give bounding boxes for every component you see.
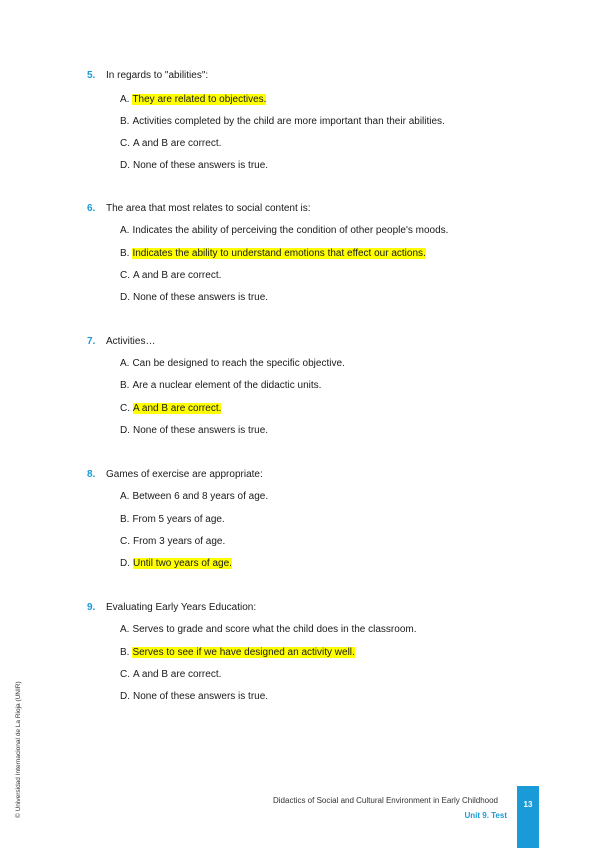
option-text-correct: They are related to objectives. (132, 94, 267, 105)
question-header (87, 601, 547, 615)
option-letter: B. (120, 647, 130, 658)
option-b (120, 115, 445, 129)
option-letter: C. (120, 669, 130, 680)
option-text: A and B are correct. (133, 669, 222, 680)
option-letter: C. (120, 138, 130, 149)
option-letter: A. (120, 624, 130, 635)
option-letter: A. (120, 358, 130, 369)
question-number: 8. (87, 469, 96, 480)
option-a (120, 490, 268, 504)
option-a (120, 224, 448, 238)
option-letter: B. (120, 248, 130, 259)
question-header (87, 202, 547, 216)
option-c (120, 668, 221, 682)
option-c (120, 535, 225, 549)
question-text: The area that most relates to social content is: (106, 203, 311, 214)
page-number: 13 (523, 800, 533, 809)
option-c (120, 402, 221, 416)
option-d (120, 159, 268, 173)
footer-unit-label: Unit 9. Test (464, 811, 507, 820)
option-b (120, 513, 225, 527)
question-number: 6. (87, 203, 96, 214)
option-c (120, 269, 221, 283)
option-letter: B. (120, 116, 130, 127)
option-b (120, 379, 321, 393)
option-text: From 3 years of age. (133, 536, 226, 547)
footer-course-title: Didactics of Social and Cultural Environment in Early Childhood (273, 796, 498, 805)
question-text: Games of exercise are appropriate: (106, 469, 263, 480)
option-text: None of these answers is true. (133, 425, 269, 436)
option-b (120, 646, 355, 660)
option-a (120, 93, 266, 107)
option-text: Between 6 and 8 years of age. (132, 491, 269, 502)
question-number: 9. (87, 602, 96, 613)
option-text: From 5 years of age. (132, 514, 225, 525)
question-text: Activities… (106, 336, 156, 347)
question-header (87, 468, 547, 482)
option-letter: D. (120, 160, 130, 171)
option-text: Are a nuclear element of the didactic units. (132, 380, 322, 391)
option-letter: C. (120, 536, 130, 547)
option-text-correct: Serves to see if we have designed an activity well. (132, 647, 355, 658)
question-number: 7. (87, 336, 96, 347)
option-d (120, 424, 268, 438)
question-text: Evaluating Early Years Education: (106, 602, 257, 613)
option-letter: A. (120, 491, 130, 502)
option-letter: C. (120, 403, 130, 414)
question-6 (87, 202, 547, 303)
option-letter: A. (120, 225, 130, 236)
option-text: Can be designed to reach the specific objective. (132, 358, 345, 369)
option-letter: B. (120, 380, 130, 391)
option-b (120, 247, 426, 261)
option-letter: D. (120, 558, 130, 569)
option-text: Indicates the ability of perceiving the condition of other people's moods. (132, 225, 449, 236)
option-text: None of these answers is true. (133, 691, 269, 702)
question-5 (87, 69, 547, 171)
option-text: A and B are correct. (133, 138, 222, 149)
option-letter: D. (120, 292, 130, 303)
option-text: None of these answers is true. (133, 160, 269, 171)
option-letter: B. (120, 514, 130, 525)
option-text: A and B are correct. (133, 270, 222, 281)
option-c (120, 137, 221, 151)
option-d (120, 291, 268, 305)
question-7 (87, 335, 547, 436)
option-text-correct: A and B are correct. (133, 403, 222, 414)
option-d (120, 557, 232, 571)
option-letter: D. (120, 691, 130, 702)
question-8 (87, 468, 547, 569)
option-text-correct: Until two years of age. (133, 558, 232, 569)
option-text-correct: Indicates the ability to understand emotions that effect our actions. (132, 248, 426, 259)
option-d (120, 690, 268, 704)
option-a (120, 623, 417, 637)
option-letter: C. (120, 270, 130, 281)
option-letter: D. (120, 425, 130, 436)
question-text: In regards to "abilities": (106, 70, 209, 81)
option-text: Activities completed by the child are more important than their abilities. (132, 116, 445, 127)
option-a (120, 357, 345, 371)
option-letter: A. (120, 94, 130, 105)
option-text: None of these answers is true. (133, 292, 269, 303)
option-text: Serves to grade and score what the child does in the classroom. (132, 624, 417, 635)
question-header (87, 69, 547, 83)
question-9 (87, 601, 547, 702)
copyright-notice: © Universidad Internacional de La Rioja (UNIR) (15, 681, 22, 818)
question-number: 5. (87, 70, 96, 81)
question-header (87, 335, 547, 349)
page-number-tab (517, 786, 539, 848)
